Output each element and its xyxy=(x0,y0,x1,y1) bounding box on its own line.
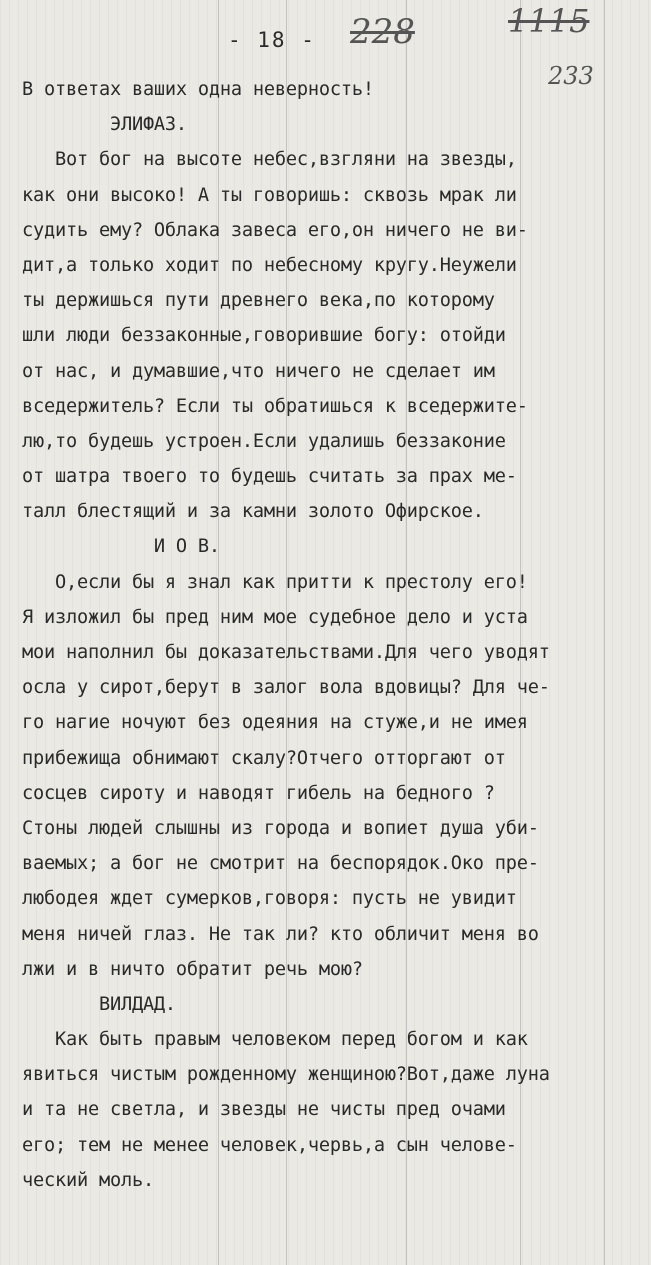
text-line: ваемых; а бог не смотрит на беспорядок.Око пре- xyxy=(22,853,539,875)
page-number: - 18 - xyxy=(228,28,316,52)
text-line: любодея ждет сумерков,говоря: пусть не увидит xyxy=(22,888,517,910)
text-line: от нас, и думавшие,что ничего не сделает им xyxy=(22,360,495,382)
text-line: Вот бог на высоте небес,взгляни на звезды, xyxy=(22,149,517,171)
text-line: лю,то будешь устроен.Если удалишь беззаконие xyxy=(22,430,506,452)
text-line: вседержитель? Если ты обратишься к вседержите- xyxy=(22,395,528,417)
speaker-heading: ВИЛДАД. xyxy=(22,993,176,1015)
text-line: и та не светла, и звезды не чисты пред очами xyxy=(22,1099,506,1121)
text-line: лжи и в ничто обратит речь мою? xyxy=(22,958,363,980)
text-line: судить ему? Облака завеса его,он ничего не ви- xyxy=(22,219,528,241)
handwritten-number: 233 xyxy=(548,62,594,90)
text-line: ческий моль. xyxy=(22,1169,154,1191)
handwritten-number: 228 xyxy=(350,12,415,52)
speaker-heading: ЭЛИФАЗ. xyxy=(22,114,187,136)
text-line: прибежища обнимают скалу?Отчего отторгают от xyxy=(22,747,506,769)
text-line: талл блестящий и за камни золото Офирское. xyxy=(22,501,484,523)
speaker-heading: И О В. xyxy=(22,536,220,558)
text-line: меня ничей глаз. Не так ли? кто обличит меня во xyxy=(22,923,539,945)
text-line: Стоны людей слышны из города и вопиет душа уби- xyxy=(22,817,539,839)
text-line: Я изложил бы пред ним мое судебное дело и уста xyxy=(22,606,528,628)
text-line: го нагие ночуют без одеяния на стуже,и не имея xyxy=(22,712,528,734)
text-line: сосцев сироту и наводят гибель на бедного ? xyxy=(22,782,495,804)
text-line: от шатра твоего то будешь считать за прах ме- xyxy=(22,466,517,488)
text-line: В ответах ваших одна неверность! xyxy=(22,79,374,100)
text-line: Как быть правым человеком перед богом и как xyxy=(22,1029,528,1051)
text-line: как они высоко! А ты говоришь: сквозь мрак ли xyxy=(22,184,517,206)
text-line: явиться чистым рожденному женщиною?Вот,даже луна xyxy=(22,1064,550,1086)
text-line: ты держишься пути древнего века,по которому xyxy=(22,290,495,312)
handwritten-number: 1115 xyxy=(508,2,590,40)
text-line: О,если бы я знал как притти к престолу его! xyxy=(22,571,528,593)
text-line: дит,а только ходит по небесному кругу.Неужели xyxy=(22,254,517,276)
text-line: мои наполнил бы доказательствами.Для чего уводят xyxy=(22,642,550,663)
text-line: осла у сирот,берут в залог вола вдовицы? Для че- xyxy=(22,677,550,699)
page-body xyxy=(22,72,647,1198)
text-line: его; тем не менее человек,червь,а сын челове- xyxy=(22,1134,517,1156)
text-line: шли люди беззаконные,говорившие богу: отойди xyxy=(22,325,506,347)
